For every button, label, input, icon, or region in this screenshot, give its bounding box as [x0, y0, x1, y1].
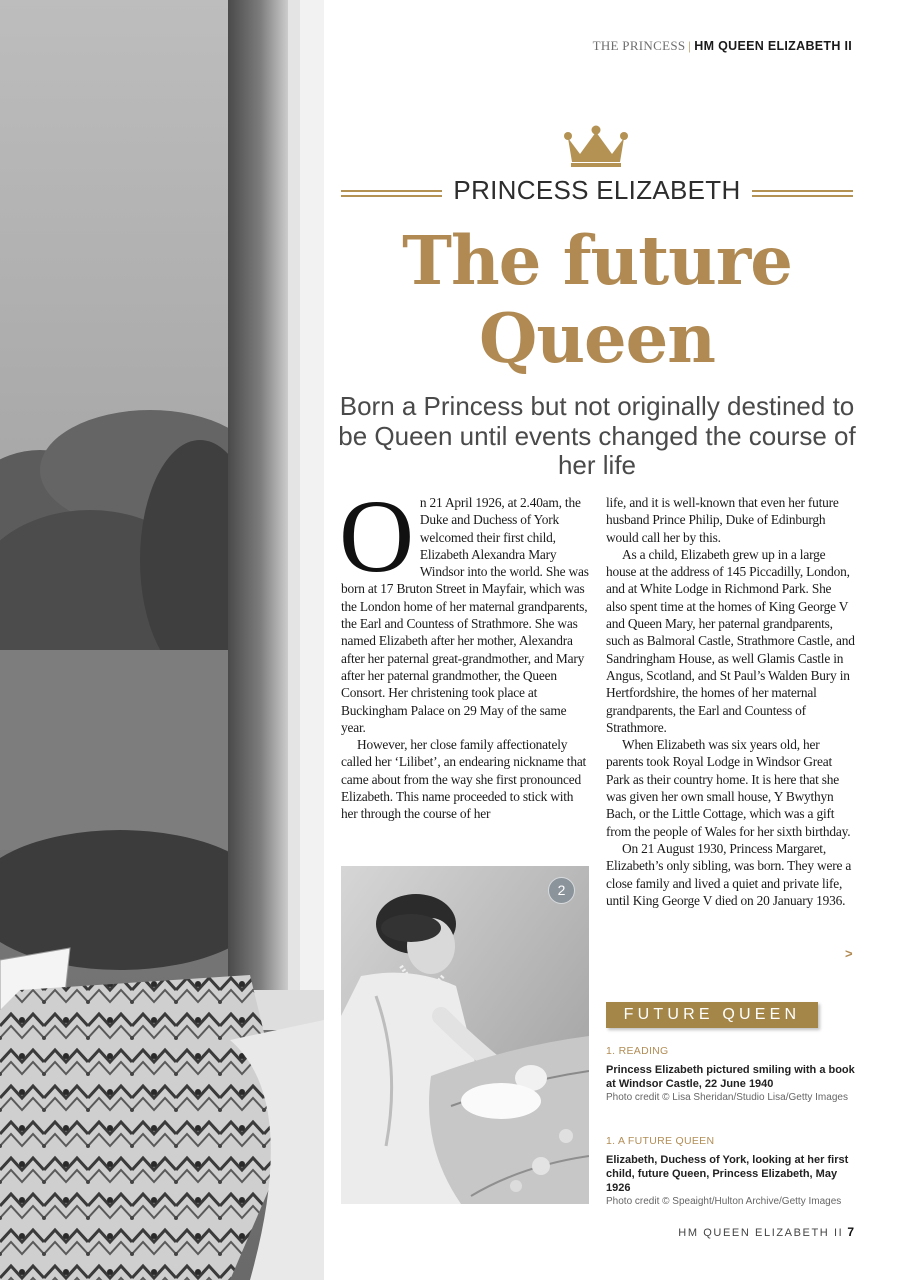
article-column-1 [339, 479, 589, 823]
continue-arrow-icon: > [845, 946, 853, 961]
article-column-2 [606, 494, 855, 909]
caption-2-description: Elizabeth, Duchess of York, looking at her first child, future Queen, Princess Elizabeth, May 1926 [606, 1154, 849, 1194]
paragraph-3: As a child, Elizabeth grew up in a large house at the address of 145 Piccadilly, London, and at White Lodge in Richmond Park. She also spent time at the homes of King George V and Queen Mary, her paternal grandparents, such as Balmoral Castle, Strathmore Castle, and Sandringham House, as well Glamis Castle in Angus, Scotland, and St Paul’s Walden Bury in Hertfordshire, the homes of her maternal grandparents, the Earl and Countess of Strathmore. [606, 546, 855, 735]
photo-number-badge: 2 [548, 877, 575, 904]
caption-future-queen [606, 1135, 856, 1209]
running-header-title: HM QUEEN ELIZABETH II [694, 39, 852, 53]
paragraph-4: When Elizabeth was six years old, her parents took Royal Lodge in Windsor Great Park as their country home. It is here that she was given her own small house, Y Bwythyn Bach, or the Little Cottage, which was a gift from the people of Wales for her sixth birthday. [606, 737, 851, 839]
caption-2-title: 1. A FUTURE QUEEN [606, 1135, 715, 1147]
drop-cap: O [339, 479, 414, 594]
duchess-baby-photo [341, 866, 589, 1204]
paragraph-1: n 21 April 1926, at 2.40am, the Duke and Duchess of York welcomed their first child, Elizabeth Alexandra Mary Windsor into the world. She was born at 17 Bruton Street in Mayfair, which was the London home of her maternal grandparents, the Earl and Countess of Strathmore. She was named Elizabeth after her mother, Alexandra after her paternal great-grandmother, and Mary after her paternal grandmother, the Queen Consort. Her christening took place at Buckingham Palace on 29 May of the same year. [341, 495, 589, 735]
paragraph-5: On 21 August 1930, Princess Margaret, Elizabeth’s only sibling, was born. They were a close family and lived a quiet and private life, until King George V died on 20 January 1936. [606, 840, 852, 908]
headline-line-1: The future [402, 221, 792, 300]
standfirst: Born a Princess but not originally destined to be Queen until events changed the course of her life [338, 391, 856, 480]
sidebar-label: FUTURE QUEEN [606, 1002, 818, 1028]
crown-icon [564, 124, 628, 168]
kicker-row [341, 174, 853, 210]
footer-title: HM QUEEN ELIZABETH II [678, 1227, 844, 1239]
paragraph-2-part-2: life, and it is well-known that even her future husband Prince Philip, Duke of Edinburgh would call her by this. [606, 495, 839, 545]
running-header [593, 38, 852, 54]
caption-2-credit: Photo credit © Speaight/Hulton Archive/Getty Images [606, 1196, 842, 1207]
caption-1-credit: Photo credit © Lisa Sheridan/Studio Lisa/Getty Images [606, 1092, 848, 1103]
caption-1-title: 1. READING [606, 1045, 669, 1057]
headline [341, 222, 853, 378]
headline-line-2: Queen [478, 299, 716, 378]
caption-reading [606, 1045, 856, 1105]
page-number: 7 [847, 1225, 854, 1239]
paragraph-2-part-1: However, her close family affectionately called her ‘Lilibet’, an endearing nickname that came about from the way she first pronounced Elizabeth. This name proceeded to stick with her through the course of her [341, 737, 587, 822]
reading-photo [0, 0, 324, 1280]
kicker-rule-right [752, 190, 853, 197]
kicker: PRINCESS ELIZABETH [453, 175, 741, 205]
caption-1-description: Princess Elizabeth pictured smiling with a book at Windsor Castle, 22 June 1940 [606, 1064, 855, 1090]
page-footer [678, 1225, 854, 1239]
running-header-separator: | [688, 38, 692, 53]
running-header-section: THE PRINCESS [592, 38, 686, 53]
